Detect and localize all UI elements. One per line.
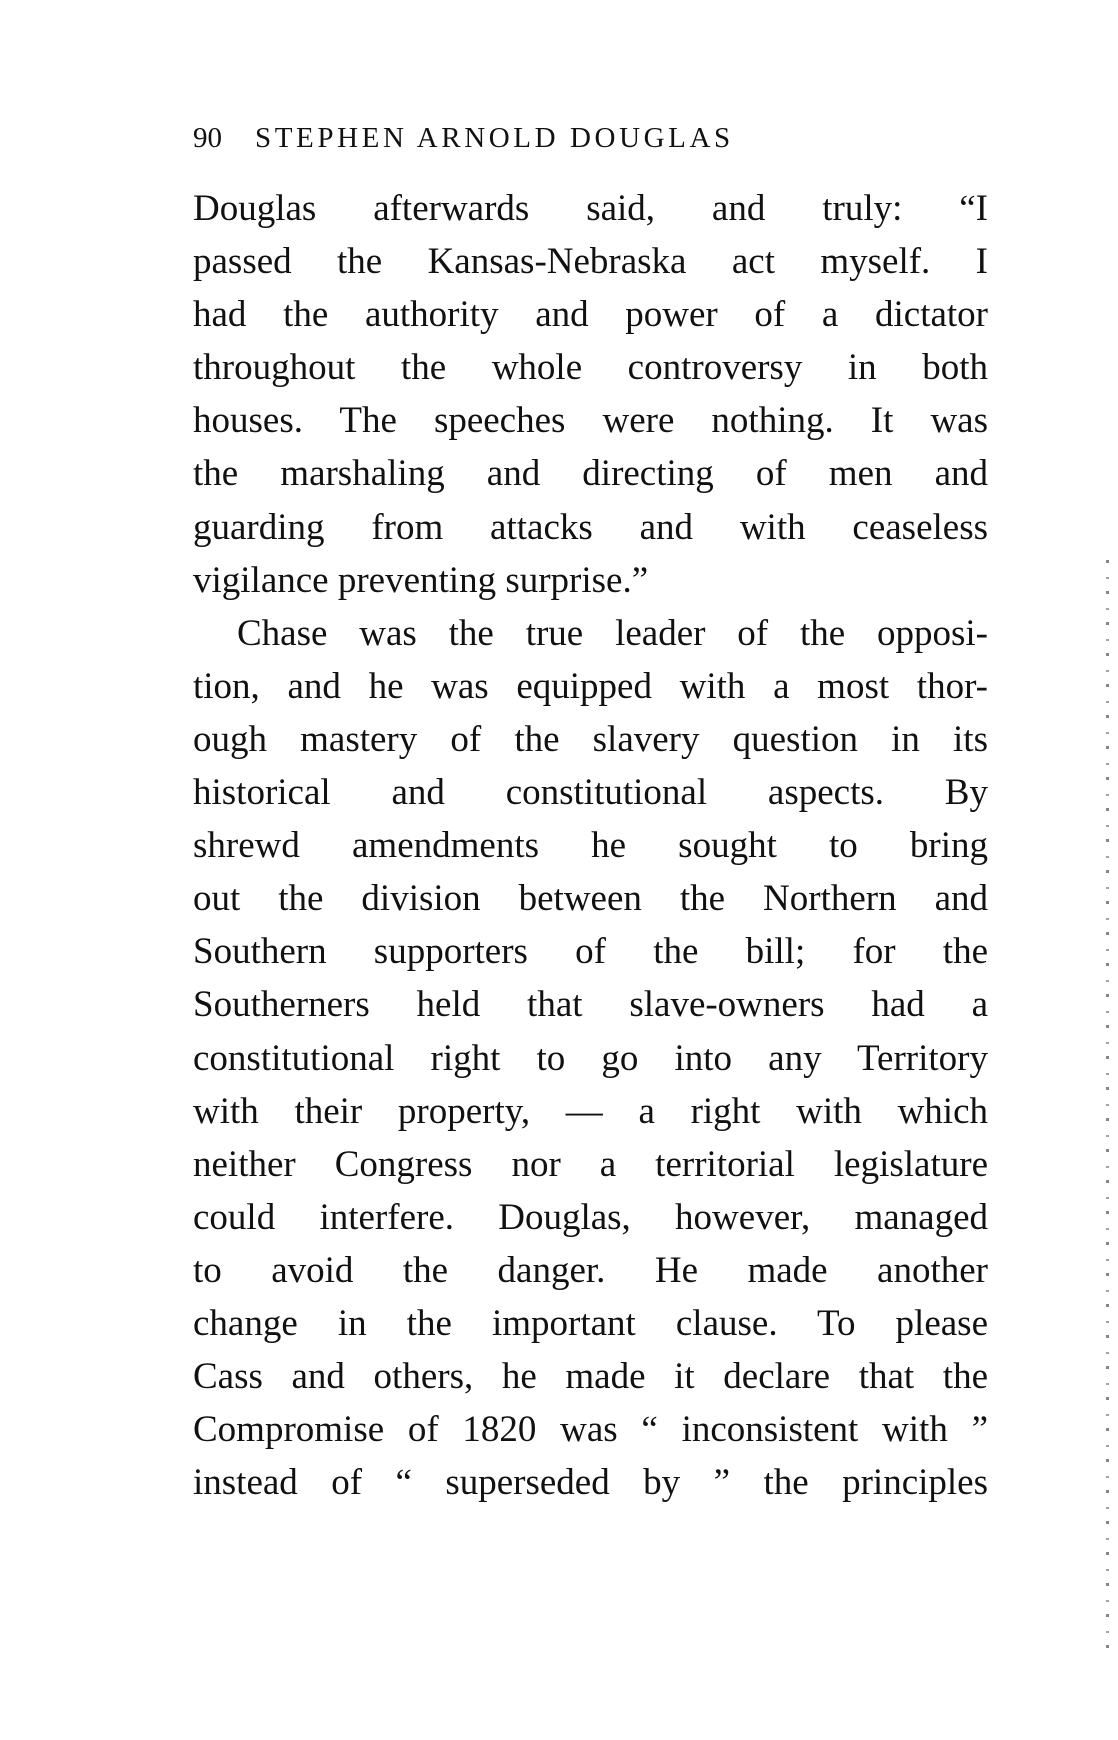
text-line: Cass and others, he made it declare that the — [193, 1356, 988, 1398]
text-line: Douglas afterwards said, and truly: “I — [193, 188, 988, 229]
text-line: tion, and he was equipped with a most thor- — [193, 665, 988, 707]
text-line: Southerners held that slave-owners had a — [193, 984, 988, 1026]
paragraph — [193, 182, 988, 607]
text-line: the marshaling and directing of men and — [193, 453, 988, 495]
text-line: guarding from attacks and with ceaseless — [193, 506, 988, 548]
page-number: 90 — [193, 122, 222, 154]
text-line: vigilance preventing surprise.” — [193, 559, 649, 601]
body-text — [193, 182, 988, 1509]
text-line: instead of “ superseded by ” the principles — [193, 1462, 988, 1504]
text-line: ough mastery of the slavery question in its — [193, 718, 988, 760]
paragraph — [193, 607, 988, 1510]
text-line: change in the important clause. To please — [193, 1302, 988, 1344]
text-line: Compromise of 1820 was “ inconsistent with ” — [193, 1409, 988, 1451]
text-line: shrewd amendments he sought to bring — [193, 825, 988, 867]
text-line: with their property, — a right with which — [193, 1090, 988, 1132]
text-line: Southern supporters of the bill; for the — [193, 931, 988, 973]
text-line: houses. The speeches were nothing. It was — [193, 400, 988, 442]
scan-gutter-marks — [1106, 560, 1109, 1660]
text-line: passed the Kansas-Nebraska act myself. I — [193, 241, 988, 283]
text-line: to avoid the danger. He made another — [193, 1249, 988, 1291]
text-line: had the authority and power of a dictator — [193, 294, 988, 336]
text-line: Chase was the true leader of the opposi- — [237, 612, 988, 654]
running-head — [193, 118, 993, 158]
text-line: constitutional right to go into any Territory — [193, 1037, 988, 1079]
text-line: could interfere. Douglas, however, managed — [193, 1196, 988, 1238]
text-line: out the division between the Northern and — [193, 878, 988, 920]
text-line: neither Congress nor a territorial legislature — [193, 1143, 988, 1185]
book-title: STEPHEN ARNOLD DOUGLAS — [255, 122, 734, 154]
text-line: throughout the whole controversy in both — [193, 347, 988, 389]
text-line: historical and constitutional aspects. By — [193, 772, 988, 814]
